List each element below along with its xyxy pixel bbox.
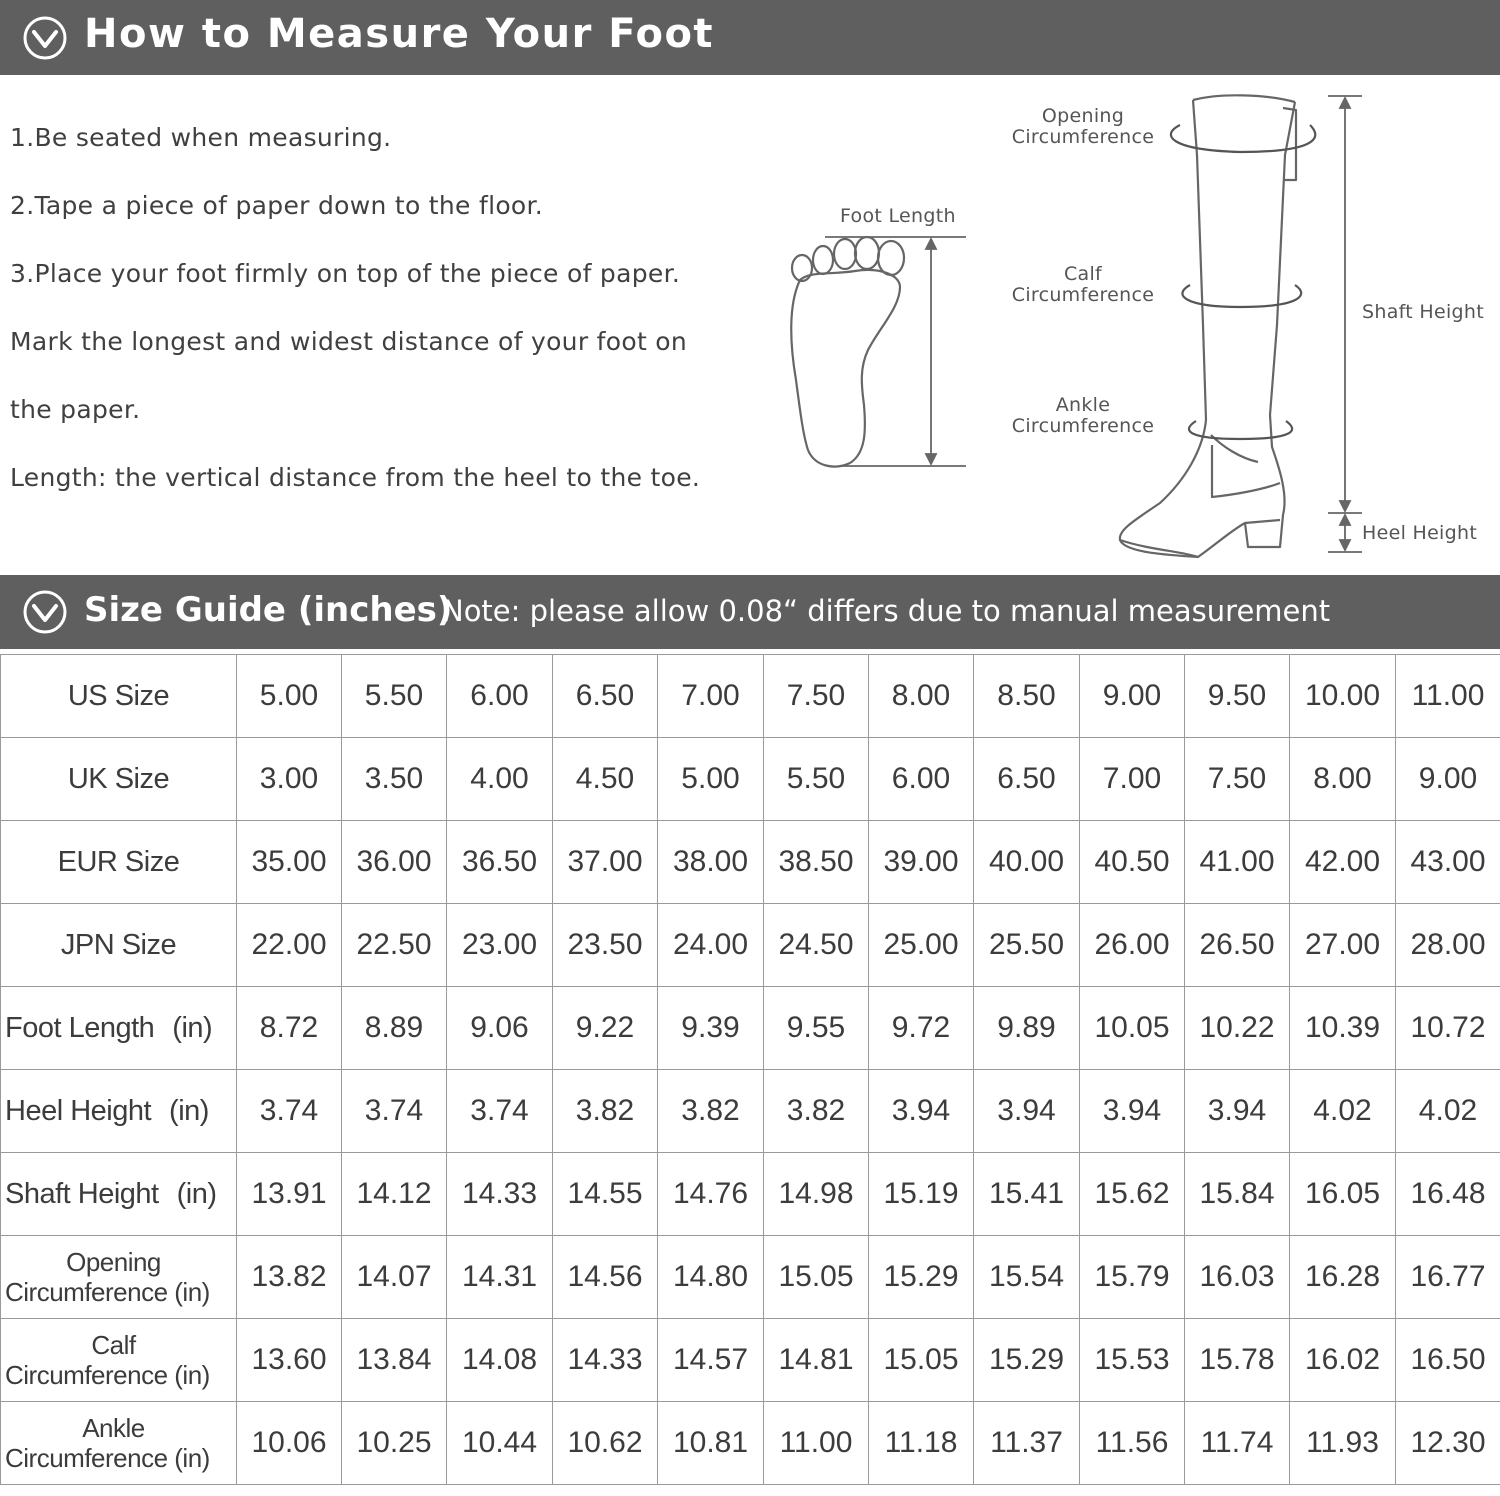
table-cell: 3.74: [447, 1070, 553, 1153]
table-cell: 15.19: [869, 1153, 974, 1236]
table-cell: 41.00: [1185, 821, 1290, 904]
table-row: [1, 1070, 1500, 1153]
table-cell: 40.00: [974, 821, 1080, 904]
table-row: [1, 1319, 1500, 1402]
table-cell: 4.50: [553, 738, 658, 821]
table-cell: 13.91: [237, 1153, 342, 1236]
table-row: [1, 738, 1500, 821]
table-cell: 15.78: [1185, 1319, 1290, 1402]
table-row: [1, 904, 1500, 987]
row-header: [1, 1319, 237, 1402]
row-header: EUR Size: [1, 821, 237, 904]
ankle-circumference-label: [1005, 395, 1161, 437]
size-guide-header: [0, 575, 1500, 649]
row-header-line1: Ankle: [82, 1413, 145, 1443]
table-cell: 10.72: [1396, 987, 1500, 1070]
table-cell: 6.00: [447, 655, 553, 738]
row-header: JPN Size: [1, 904, 237, 987]
instruction-line: Length: the vertical distance from the heel to the toe.: [10, 463, 701, 492]
table-cell: 15.54: [974, 1236, 1080, 1319]
table-cell: 36.50: [447, 821, 553, 904]
calf-label-line2: Circumference: [1011, 284, 1155, 306]
row-header: [1, 1153, 237, 1236]
table-cell: 10.06: [237, 1402, 342, 1485]
table-cell: 7.50: [764, 655, 869, 738]
table-cell: 11.93: [1290, 1402, 1396, 1485]
table-cell: 27.00: [1290, 904, 1396, 987]
table-cell: 25.00: [869, 904, 974, 987]
table-cell: 6.50: [974, 738, 1080, 821]
table-cell: 3.00: [237, 738, 342, 821]
table-cell: 10.22: [1185, 987, 1290, 1070]
table-cell: 4.00: [447, 738, 553, 821]
instruction-line: Mark the longest and widest distance of your foot on: [10, 327, 688, 356]
table-cell: 9.55: [764, 987, 869, 1070]
row-header-line2: Circumference (in): [5, 1443, 210, 1473]
table-cell: 10.05: [1080, 987, 1185, 1070]
table-cell: 3.82: [658, 1070, 764, 1153]
table-cell: 11.74: [1185, 1402, 1290, 1485]
table-cell: 9.89: [974, 987, 1080, 1070]
table-cell: 16.02: [1290, 1319, 1396, 1402]
table-row: [1, 821, 1500, 904]
table-cell: 15.53: [1080, 1319, 1185, 1402]
table-cell: 14.80: [658, 1236, 764, 1319]
table-cell: 24.50: [764, 904, 869, 987]
table-cell: 5.50: [764, 738, 869, 821]
table-cell: 16.77: [1396, 1236, 1500, 1319]
table-row: [1, 1153, 1500, 1236]
measure-header: [0, 0, 1500, 75]
calf-circumference-label: [1005, 264, 1161, 306]
table-cell: 3.94: [869, 1070, 974, 1153]
calf-label-line1: Calf: [1063, 263, 1103, 285]
table-cell: 3.94: [1185, 1070, 1290, 1153]
row-header-unit: (in): [172, 1011, 213, 1044]
foot-length-label: Foot Length: [840, 205, 956, 227]
table-cell: 39.00: [869, 821, 974, 904]
circumference-rings: [1171, 125, 1315, 439]
opening-label-line2: Circumference: [1011, 126, 1155, 148]
ankle-label-line2: Circumference: [1011, 415, 1155, 437]
table-cell: 5.00: [237, 655, 342, 738]
table-cell: 3.94: [974, 1070, 1080, 1153]
row-header: [1, 1236, 237, 1319]
shaft-height-indicator: [1328, 96, 1362, 552]
boot-outline-icon: [1120, 95, 1296, 557]
table-cell: 14.56: [553, 1236, 658, 1319]
table-cell: 16.05: [1290, 1153, 1396, 1236]
size-guide-title: Size Guide (inches): [84, 590, 453, 630]
table-cell: 10.44: [447, 1402, 553, 1485]
table-cell: 10.00: [1290, 655, 1396, 738]
table-cell: 15.41: [974, 1153, 1080, 1236]
chevron-down-circle-icon: [22, 589, 68, 635]
table-cell: 14.55: [553, 1153, 658, 1236]
shaft-height-label: Shaft Height: [1362, 301, 1484, 323]
table-cell: 4.02: [1396, 1070, 1500, 1153]
table-cell: 8.89: [342, 987, 447, 1070]
size-guide-note: Note: please allow 0.08“ differs due to manual measurement: [442, 594, 1331, 628]
table-cell: 9.22: [553, 987, 658, 1070]
table-cell: 38.00: [658, 821, 764, 904]
table-cell: 24.00: [658, 904, 764, 987]
table-cell: 16.03: [1185, 1236, 1290, 1319]
row-header-label: Heel Height: [5, 1094, 152, 1127]
row-header: [1, 1402, 237, 1485]
table-cell: 11.56: [1080, 1402, 1185, 1485]
opening-label-line1: Opening: [1041, 105, 1125, 127]
table-cell: 26.50: [1185, 904, 1290, 987]
table-cell: 22.50: [342, 904, 447, 987]
foot-outline-icon: [791, 237, 904, 467]
table-cell: 23.00: [447, 904, 553, 987]
table-cell: 5.00: [658, 738, 764, 821]
row-header-line2: Circumference (in): [5, 1360, 210, 1390]
table-cell: 11.18: [869, 1402, 974, 1485]
table-cell: 15.84: [1185, 1153, 1290, 1236]
table-cell: 14.98: [764, 1153, 869, 1236]
table-cell: 3.82: [553, 1070, 658, 1153]
table-cell: 13.82: [237, 1236, 342, 1319]
table-cell: 7.00: [1080, 738, 1185, 821]
heel-height-label: Heel Height: [1362, 522, 1478, 544]
table-cell: 14.31: [447, 1236, 553, 1319]
table-cell: 12.30: [1396, 1402, 1500, 1485]
table-row: [1, 987, 1500, 1070]
instruction-line: 1.Be seated when measuring.: [10, 123, 392, 152]
page-title: How to Measure Your Foot: [84, 11, 715, 57]
table-cell: 42.00: [1290, 821, 1396, 904]
table-cell: 14.76: [658, 1153, 764, 1236]
table-cell: 14.81: [764, 1319, 869, 1402]
table-cell: 8.00: [869, 655, 974, 738]
table-cell: 14.33: [447, 1153, 553, 1236]
table-cell: 9.50: [1185, 655, 1290, 738]
table-cell: 11.00: [1396, 655, 1500, 738]
instruction-line: the paper.: [10, 395, 141, 424]
table-cell: 37.00: [553, 821, 658, 904]
table-cell: 16.48: [1396, 1153, 1500, 1236]
table-cell: 16.28: [1290, 1236, 1396, 1319]
table-cell: 3.74: [342, 1070, 447, 1153]
table-cell: 28.00: [1396, 904, 1500, 987]
table-cell: 3.74: [237, 1070, 342, 1153]
table-cell: 13.84: [342, 1319, 447, 1402]
row-header-line2: Circumference (in): [5, 1277, 210, 1307]
table-cell: 15.05: [764, 1236, 869, 1319]
table-cell: 9.72: [869, 987, 974, 1070]
table-cell: 16.50: [1396, 1319, 1500, 1402]
table-cell: 9.06: [447, 987, 553, 1070]
table-cell: 13.60: [237, 1319, 342, 1402]
table-cell: 7.00: [658, 655, 764, 738]
table-cell: 11.00: [764, 1402, 869, 1485]
instruction-line: 2.Tape a piece of paper down to the floor.: [10, 191, 544, 220]
ankle-label-line1: Ankle: [1055, 394, 1111, 416]
opening-circumference-label: [1005, 106, 1161, 148]
table-cell: 23.50: [553, 904, 658, 987]
table-row: [1, 1402, 1500, 1485]
table-cell: 35.00: [237, 821, 342, 904]
row-header-label: Foot Length: [5, 1011, 155, 1044]
table-cell: 4.02: [1290, 1070, 1396, 1153]
row-header-line1: Calf: [91, 1330, 136, 1360]
table-cell: 3.82: [764, 1070, 869, 1153]
table-cell: 9.39: [658, 987, 764, 1070]
table-cell: 14.08: [447, 1319, 553, 1402]
table-cell: 40.50: [1080, 821, 1185, 904]
table-cell: 15.05: [869, 1319, 974, 1402]
table-cell: 8.00: [1290, 738, 1396, 821]
row-header-unit: (in): [176, 1177, 217, 1210]
table-row: [1, 1236, 1500, 1319]
table-cell: 9.00: [1396, 738, 1500, 821]
table-cell: 15.29: [974, 1319, 1080, 1402]
table-cell: 9.00: [1080, 655, 1185, 738]
table-cell: 10.62: [553, 1402, 658, 1485]
measurement-diagram: [0, 75, 1500, 575]
table-cell: 15.79: [1080, 1236, 1185, 1319]
table-cell: 6.00: [869, 738, 974, 821]
table-cell: 8.72: [237, 987, 342, 1070]
row-header-unit: (in): [169, 1094, 209, 1127]
table-cell: 5.50: [342, 655, 447, 738]
table-cell: 3.94: [1080, 1070, 1185, 1153]
row-header: [1, 1070, 237, 1153]
instruction-line: 3.Place your foot firmly on top of the piece of paper.: [10, 259, 681, 288]
row-header-line1: Opening: [66, 1247, 161, 1277]
row-header-label: Shaft Height: [5, 1177, 159, 1210]
table-cell: 15.62: [1080, 1153, 1185, 1236]
table-cell: 25.50: [974, 904, 1080, 987]
table-cell: 10.81: [658, 1402, 764, 1485]
table-cell: 14.57: [658, 1319, 764, 1402]
table-cell: 10.25: [342, 1402, 447, 1485]
table-cell: 22.00: [237, 904, 342, 987]
table-cell: 3.50: [342, 738, 447, 821]
table-cell: 10.39: [1290, 987, 1396, 1070]
table-cell: 14.07: [342, 1236, 447, 1319]
row-header: [1, 987, 237, 1070]
table-cell: 38.50: [764, 821, 869, 904]
table-cell: 14.33: [553, 1319, 658, 1402]
table-cell: 8.50: [974, 655, 1080, 738]
row-header: US Size: [1, 655, 237, 738]
table-cell: 6.50: [553, 655, 658, 738]
table-cell: 14.12: [342, 1153, 447, 1236]
table-cell: 26.00: [1080, 904, 1185, 987]
table-cell: 43.00: [1396, 821, 1500, 904]
chevron-down-circle-icon: [22, 15, 68, 61]
table-cell: 7.50: [1185, 738, 1290, 821]
table-row: [1, 655, 1500, 738]
size-table: [0, 654, 1500, 1485]
table-cell: 11.37: [974, 1402, 1080, 1485]
row-header: UK Size: [1, 738, 237, 821]
table-cell: 15.29: [869, 1236, 974, 1319]
table-cell: 36.00: [342, 821, 447, 904]
